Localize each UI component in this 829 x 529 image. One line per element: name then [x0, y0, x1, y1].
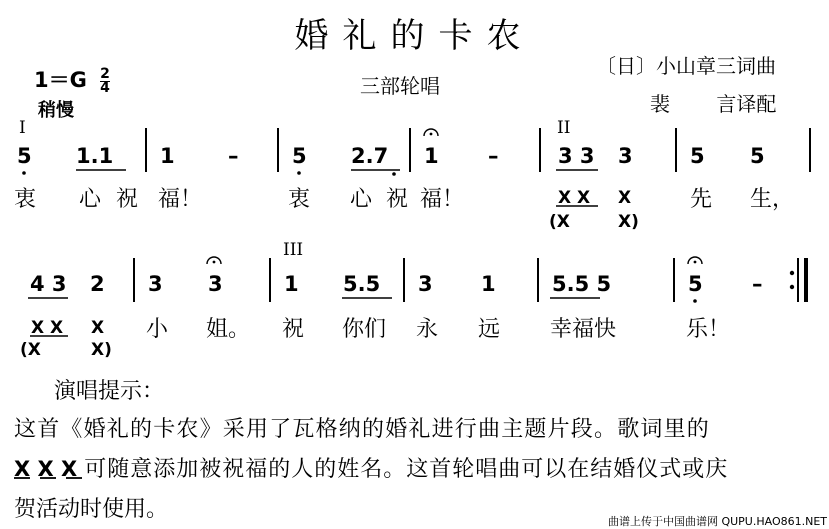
lyric: 小: [146, 317, 169, 342]
note: 1: [481, 272, 496, 296]
page-title: 婚礼的卡农: [294, 16, 535, 56]
note: 5: [17, 144, 32, 168]
note: 5.5: [343, 272, 381, 296]
name-placeholder-alt: (X: [20, 340, 41, 360]
performance-type: 三部轮唱: [360, 74, 440, 98]
arranger-credit: 裴 言译配: [650, 92, 777, 116]
note: 5: [690, 144, 705, 168]
note: 5: [750, 144, 765, 168]
lyric: 祝: [282, 317, 305, 342]
lyric: 先: [690, 187, 713, 212]
lyric: 心: [79, 187, 102, 212]
lyric: 心: [350, 187, 373, 212]
note: 4 3: [30, 272, 67, 296]
part-marker-1: I: [19, 118, 26, 138]
lyric: 祝: [116, 187, 139, 212]
lyric: 福！: [420, 187, 465, 212]
note: 5.5 5: [552, 272, 612, 296]
lyric: 祝: [386, 187, 409, 212]
lyric: 你们: [342, 317, 387, 342]
note: 2.7: [351, 144, 389, 168]
repeat-dots: [790, 271, 794, 289]
underlines: [28, 170, 600, 336]
name-placeholder: X: [91, 318, 105, 338]
octave-dots: [22, 171, 697, 303]
notes-heading: 演唱提示：: [54, 379, 165, 404]
lyric: 远: [478, 317, 501, 342]
tempo-marking: 稍慢: [38, 100, 74, 121]
dash: –: [228, 144, 239, 168]
notes-line-2: [14, 452, 728, 483]
fermata-dots: [213, 133, 697, 264]
watermark: 曲谱上传于中国曲谱网 QUPU.HAO861.NET: [607, 515, 827, 528]
lyric: 生，: [750, 187, 795, 212]
dash: –: [488, 144, 499, 168]
lyric: 衷: [14, 187, 37, 212]
name-placeholder-alt: (X: [549, 212, 570, 232]
note: 1: [160, 144, 175, 168]
lyric: 永: [416, 317, 439, 342]
lyric: 衷: [288, 187, 311, 212]
name-placeholder-marker: X X X: [14, 457, 78, 481]
name-placeholder: X: [618, 188, 632, 208]
lyric: 姐。: [206, 317, 251, 342]
part-marker-3: III: [283, 240, 304, 260]
fermatas: [207, 129, 702, 264]
note: 2: [90, 272, 105, 296]
note: 1: [424, 144, 439, 168]
name-placeholder-alt: X): [618, 212, 639, 232]
note: 3: [618, 144, 633, 168]
note: 3: [208, 272, 223, 296]
notes-line-3: 贺活动时使用。: [14, 497, 169, 522]
notes-line-1: 这首《婚礼的卡农》采用了瓦格纳的婚礼进行曲主题片段。歌词里的: [14, 417, 711, 442]
time-bottom: 4: [100, 79, 110, 96]
name-placeholder: X X: [31, 318, 64, 338]
note: 5: [688, 272, 703, 296]
barlines: [134, 128, 810, 302]
dash: –: [752, 272, 763, 296]
time-top: 2: [100, 65, 110, 82]
lyric: 幸福快: [550, 317, 617, 342]
note: 3: [148, 272, 163, 296]
note: 5: [292, 144, 307, 168]
lyric: 乐！: [686, 317, 731, 342]
note: 1.1: [76, 144, 114, 168]
key-text: 1＝G: [34, 68, 87, 92]
name-placeholder-alt: X): [91, 340, 112, 360]
note: 3 3: [558, 144, 595, 168]
composer-credit: 〔日〕小山章三词曲: [596, 54, 776, 78]
note: 3: [418, 272, 433, 296]
part-marker-2: II: [557, 118, 571, 138]
lyric: 福！: [158, 187, 203, 212]
notes-line-2-text: 可随意添加被祝福的人的姓名。这首轮唱曲可以在结婚仪式或庆: [84, 457, 729, 482]
name-placeholder: X X: [558, 188, 591, 208]
note: 1: [284, 272, 299, 296]
